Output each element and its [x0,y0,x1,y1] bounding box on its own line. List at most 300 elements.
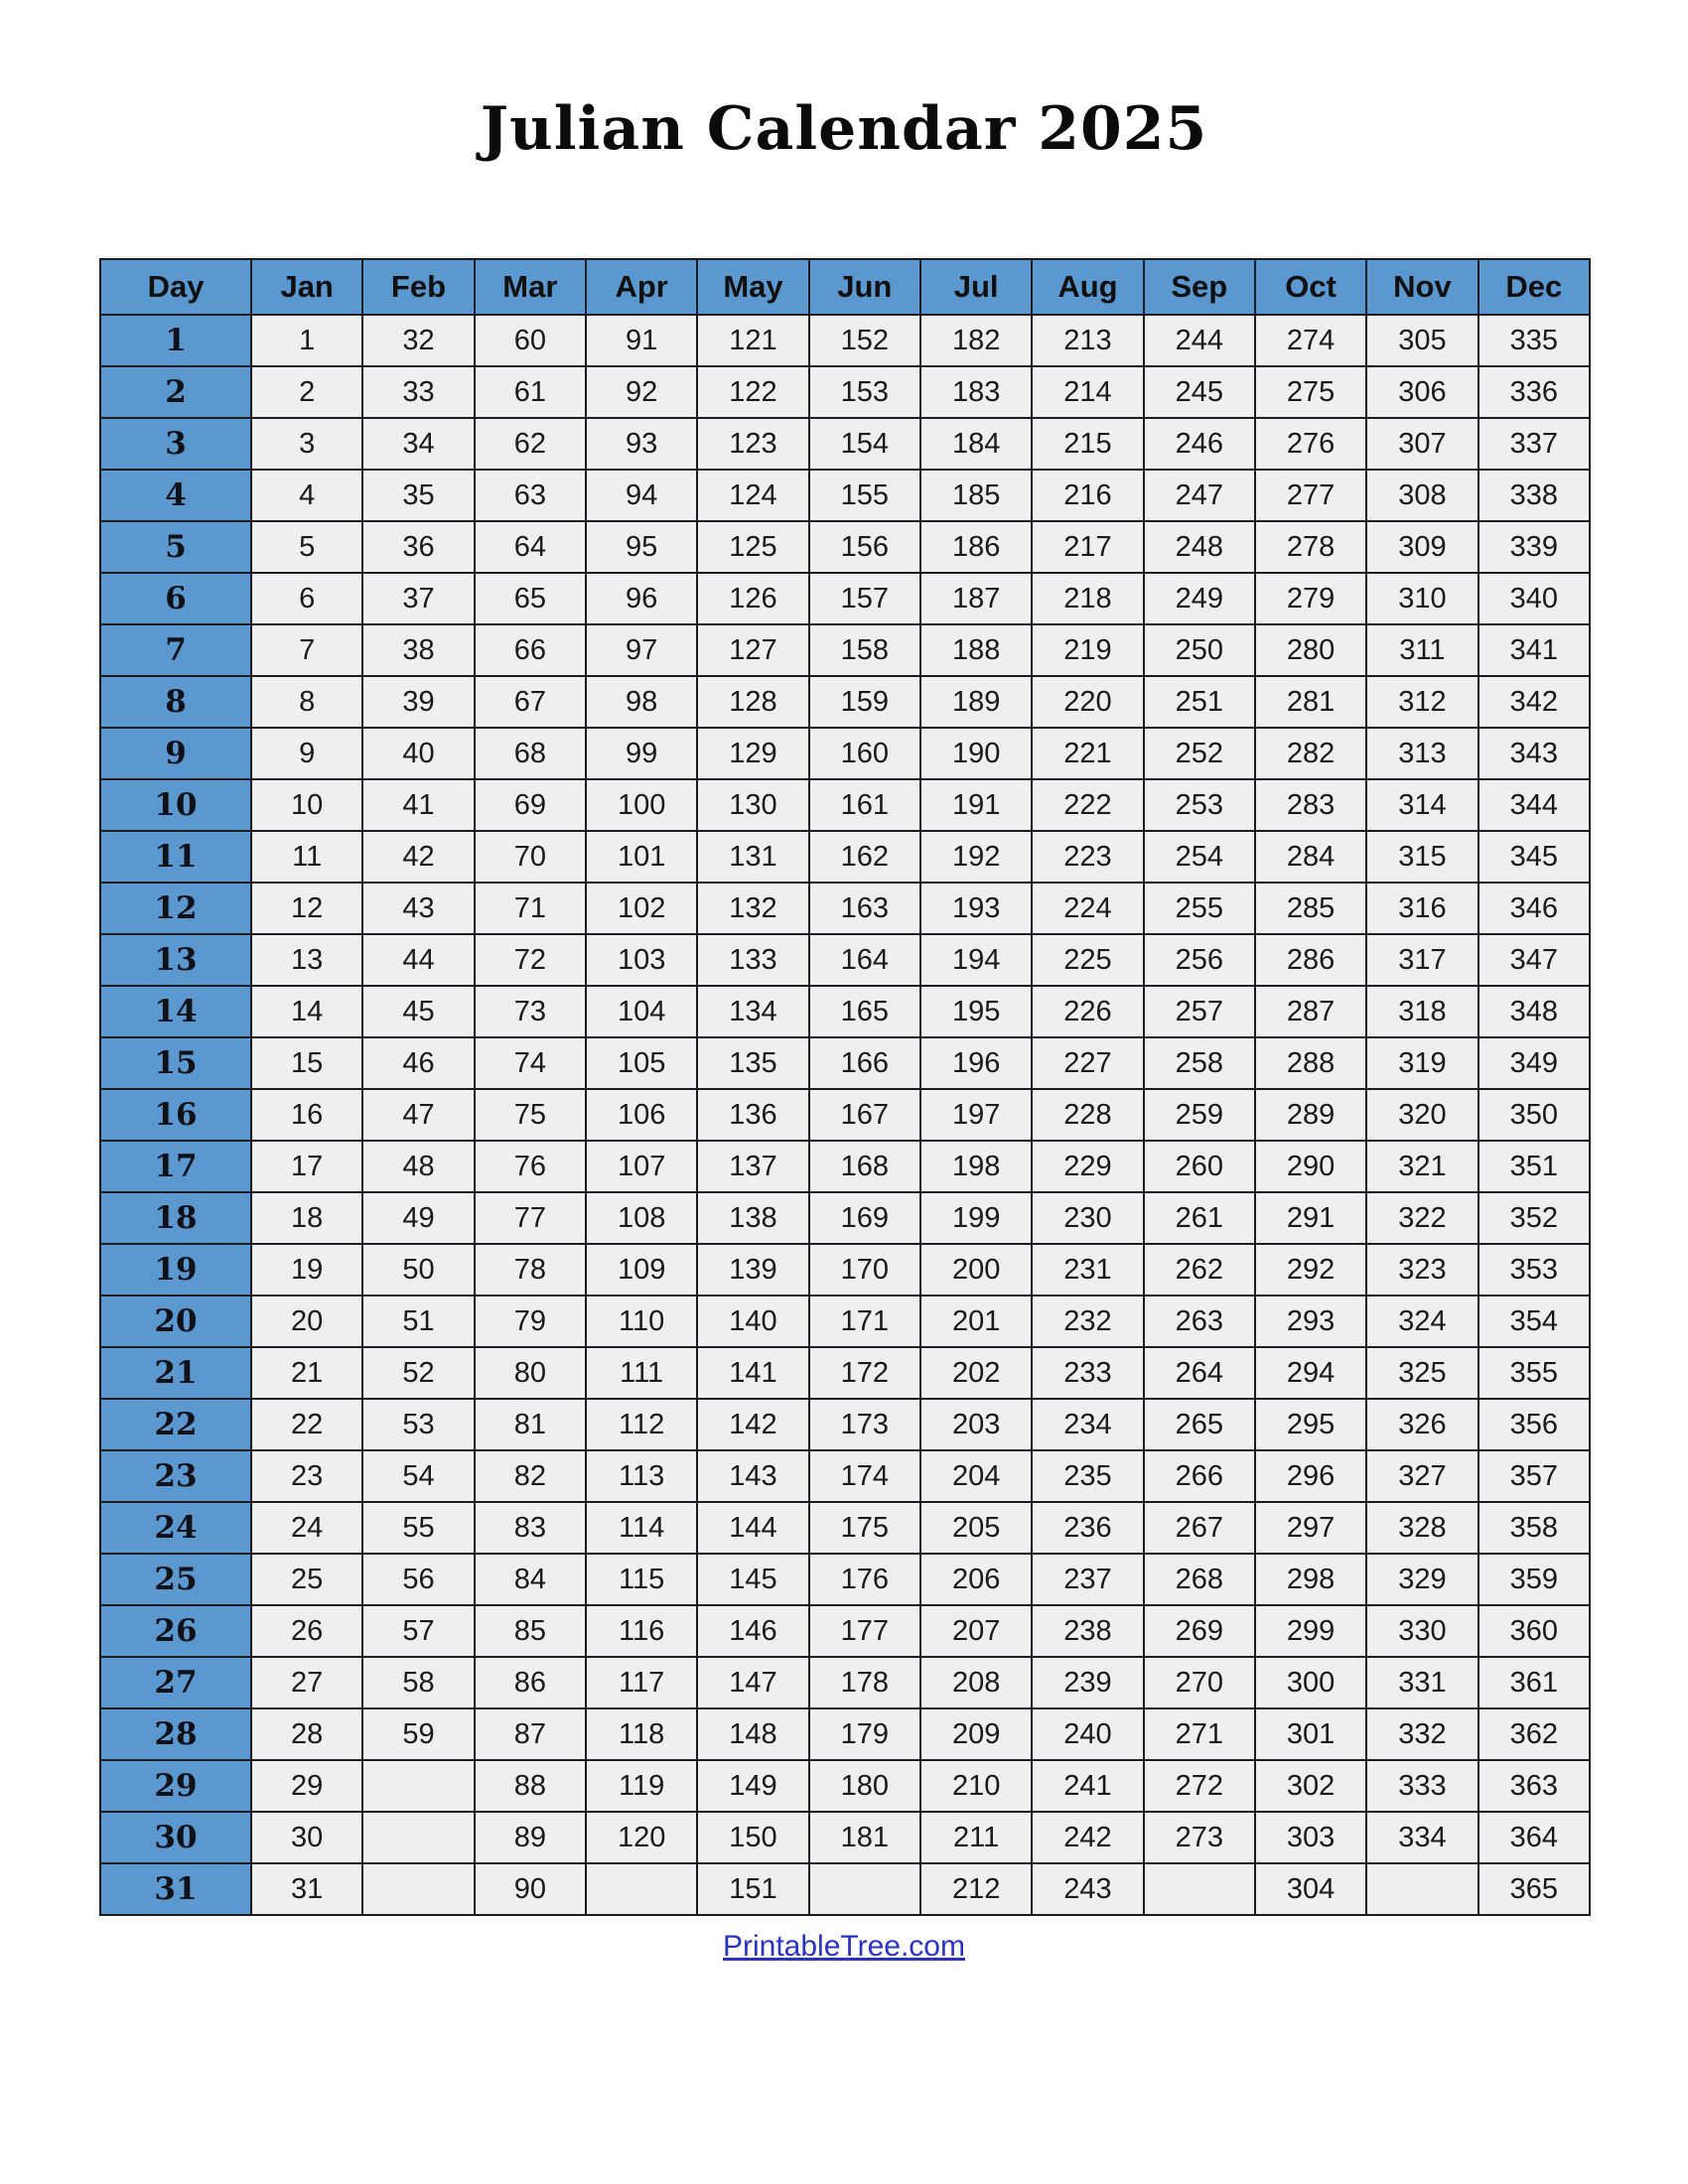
julian-day-cell: 327 [1366,1450,1477,1502]
julian-day-cell: 318 [1366,986,1477,1037]
table-row [100,1605,1590,1657]
julian-day-cell: 53 [362,1399,474,1450]
day-label: 27 [100,1657,251,1708]
julian-day-cell: 197 [920,1089,1032,1141]
julian-day-cell: 10 [251,779,362,831]
julian-day-cell [809,1863,920,1915]
column-header-sep: Sep [1144,259,1255,315]
julian-day-cell: 242 [1032,1812,1143,1863]
julian-day-cell: 172 [809,1347,920,1399]
day-label: 8 [100,676,251,728]
julian-day-cell: 321 [1366,1141,1477,1192]
julian-day-cell: 115 [586,1554,697,1605]
julian-day-cell: 365 [1478,1863,1590,1915]
julian-day-cell: 237 [1032,1554,1143,1605]
column-header-feb: Feb [362,259,474,315]
julian-day-cell: 343 [1478,728,1590,779]
julian-day-cell: 346 [1478,883,1590,934]
table-row [100,1399,1590,1450]
julian-day-cell: 19 [251,1244,362,1296]
julian-day-cell: 332 [1366,1708,1477,1760]
julian-day-cell: 1 [251,315,362,366]
julian-day-cell: 210 [920,1760,1032,1812]
julian-day-cell: 71 [475,883,586,934]
julian-day-cell: 292 [1255,1244,1366,1296]
day-label: 18 [100,1192,251,1244]
day-label: 4 [100,470,251,521]
table-row [100,315,1590,366]
table-row [100,1037,1590,1089]
julian-day-cell: 306 [1366,366,1477,418]
julian-day-cell: 341 [1478,624,1590,676]
column-header-jun: Jun [809,259,920,315]
julian-day-cell: 328 [1366,1502,1477,1554]
day-label: 7 [100,624,251,676]
julian-day-cell: 28 [251,1708,362,1760]
julian-day-cell: 319 [1366,1037,1477,1089]
julian-day-cell: 93 [586,418,697,470]
julian-day-cell: 99 [586,728,697,779]
julian-day-cell: 66 [475,624,586,676]
julian-day-cell: 294 [1255,1347,1366,1399]
julian-day-cell: 36 [362,521,474,573]
julian-day-cell: 110 [586,1296,697,1347]
table-row [100,1760,1590,1812]
julian-day-cell: 336 [1478,366,1590,418]
julian-day-cell: 85 [475,1605,586,1657]
julian-day-cell: 46 [362,1037,474,1089]
day-label: 16 [100,1089,251,1141]
julian-day-cell: 265 [1144,1399,1255,1450]
julian-day-cell: 275 [1255,366,1366,418]
day-label: 26 [100,1605,251,1657]
julian-day-cell: 239 [1032,1657,1143,1708]
julian-day-cell: 73 [475,986,586,1037]
julian-day-cell: 287 [1255,986,1366,1037]
julian-day-cell: 59 [362,1708,474,1760]
table-row [100,1296,1590,1347]
julian-day-cell: 139 [697,1244,808,1296]
julian-day-cell: 51 [362,1296,474,1347]
julian-day-cell: 138 [697,1192,808,1244]
julian-day-cell: 196 [920,1037,1032,1089]
julian-day-cell: 248 [1144,521,1255,573]
julian-day-cell: 113 [586,1450,697,1502]
column-header-jul: Jul [920,259,1032,315]
julian-day-cell: 150 [697,1812,808,1863]
julian-day-cell: 316 [1366,883,1477,934]
julian-day-cell: 243 [1032,1863,1143,1915]
table-row [100,1708,1590,1760]
julian-day-cell: 5 [251,521,362,573]
julian-day-cell: 201 [920,1296,1032,1347]
julian-day-cell: 161 [809,779,920,831]
julian-day-cell: 297 [1255,1502,1366,1554]
day-label: 17 [100,1141,251,1192]
julian-day-cell: 157 [809,573,920,624]
julian-day-cell: 76 [475,1141,586,1192]
julian-day-cell: 333 [1366,1760,1477,1812]
day-label: 15 [100,1037,251,1089]
julian-day-cell: 133 [697,934,808,986]
julian-day-cell: 24 [251,1502,362,1554]
column-header-day: Day [100,259,251,315]
julian-day-cell: 132 [697,883,808,934]
julian-day-cell: 214 [1032,366,1143,418]
julian-day-cell: 143 [697,1450,808,1502]
julian-day-cell: 342 [1478,676,1590,728]
julian-day-cell: 360 [1478,1605,1590,1657]
table-row [100,831,1590,883]
julian-day-cell: 116 [586,1605,697,1657]
julian-day-cell: 168 [809,1141,920,1192]
julian-day-cell: 309 [1366,521,1477,573]
day-label: 25 [100,1554,251,1605]
table-row [100,366,1590,418]
julian-day-cell: 286 [1255,934,1366,986]
julian-day-cell: 315 [1366,831,1477,883]
table-row [100,1502,1590,1554]
column-header-apr: Apr [586,259,697,315]
julian-day-cell: 188 [920,624,1032,676]
table-row [100,934,1590,986]
julian-day-cell: 226 [1032,986,1143,1037]
julian-day-cell: 312 [1366,676,1477,728]
table-row [100,728,1590,779]
julian-day-cell: 166 [809,1037,920,1089]
julian-day-cell: 102 [586,883,697,934]
julian-day-cell: 289 [1255,1089,1366,1141]
julian-day-cell: 182 [920,315,1032,366]
julian-day-cell: 32 [362,315,474,366]
day-label: 20 [100,1296,251,1347]
julian-day-cell: 3 [251,418,362,470]
julian-day-cell: 164 [809,934,920,986]
julian-day-cell: 310 [1366,573,1477,624]
julian-day-cell: 230 [1032,1192,1143,1244]
table-row [100,986,1590,1037]
julian-day-cell: 351 [1478,1141,1590,1192]
julian-day-cell: 354 [1478,1296,1590,1347]
julian-day-cell: 142 [697,1399,808,1450]
julian-day-cell: 45 [362,986,474,1037]
julian-day-cell: 301 [1255,1708,1366,1760]
julian-day-cell: 131 [697,831,808,883]
julian-day-cell [1144,1863,1255,1915]
julian-day-cell: 244 [1144,315,1255,366]
julian-day-cell [362,1760,474,1812]
julian-day-cell: 283 [1255,779,1366,831]
julian-day-cell: 134 [697,986,808,1037]
julian-day-cell: 64 [475,521,586,573]
julian-day-cell: 2 [251,366,362,418]
julian-day-cell: 67 [475,676,586,728]
julian-day-cell [362,1863,474,1915]
julian-day-cell: 21 [251,1347,362,1399]
julian-day-cell: 234 [1032,1399,1143,1450]
julian-day-cell: 279 [1255,573,1366,624]
julian-day-cell: 233 [1032,1347,1143,1399]
julian-day-cell: 232 [1032,1296,1143,1347]
table-row [100,1089,1590,1141]
table-row [100,1347,1590,1399]
julian-day-cell: 203 [920,1399,1032,1450]
julian-day-cell: 344 [1478,779,1590,831]
julian-day-cell: 241 [1032,1760,1143,1812]
day-label: 1 [100,315,251,366]
julian-day-cell: 220 [1032,676,1143,728]
julian-day-cell: 117 [586,1657,697,1708]
julian-day-cell: 215 [1032,418,1143,470]
julian-day-cell: 101 [586,831,697,883]
julian-day-cell: 147 [697,1657,808,1708]
julian-day-cell: 89 [475,1812,586,1863]
julian-day-cell: 114 [586,1502,697,1554]
julian-day-cell: 350 [1478,1089,1590,1141]
julian-day-cell: 70 [475,831,586,883]
julian-day-cell: 165 [809,986,920,1037]
julian-day-cell: 58 [362,1657,474,1708]
julian-day-cell: 9 [251,728,362,779]
julian-day-cell: 152 [809,315,920,366]
julian-day-cell: 109 [586,1244,697,1296]
julian-day-cell: 356 [1478,1399,1590,1450]
julian-day-cell: 225 [1032,934,1143,986]
julian-day-cell: 68 [475,728,586,779]
julian-day-cell: 189 [920,676,1032,728]
julian-day-cell: 192 [920,831,1032,883]
julian-day-cell: 213 [1032,315,1143,366]
printabletree-link[interactable]: PrintableTree.com [723,1930,965,1963]
julian-day-cell: 94 [586,470,697,521]
julian-day-cell: 42 [362,831,474,883]
julian-day-cell: 108 [586,1192,697,1244]
julian-day-cell: 112 [586,1399,697,1450]
julian-day-cell: 7 [251,624,362,676]
julian-day-cell: 44 [362,934,474,986]
julian-day-cell: 206 [920,1554,1032,1605]
julian-day-cell: 77 [475,1192,586,1244]
julian-day-cell: 282 [1255,728,1366,779]
julian-day-cell: 60 [475,315,586,366]
julian-day-cell: 272 [1144,1760,1255,1812]
julian-day-cell: 198 [920,1141,1032,1192]
julian-day-cell: 170 [809,1244,920,1296]
julian-day-cell: 245 [1144,366,1255,418]
julian-day-cell: 249 [1144,573,1255,624]
julian-day-cell: 331 [1366,1657,1477,1708]
julian-day-cell: 238 [1032,1605,1143,1657]
column-header-may: May [697,259,808,315]
julian-day-cell: 236 [1032,1502,1143,1554]
julian-day-cell: 128 [697,676,808,728]
julian-day-cell: 307 [1366,418,1477,470]
julian-day-cell: 317 [1366,934,1477,986]
julian-day-cell: 338 [1478,470,1590,521]
table-row [100,883,1590,934]
column-header-nov: Nov [1366,259,1477,315]
julian-day-cell: 34 [362,418,474,470]
column-header-mar: Mar [475,259,586,315]
julian-day-cell: 352 [1478,1192,1590,1244]
julian-day-cell: 91 [586,315,697,366]
julian-day-cell: 208 [920,1657,1032,1708]
julian-day-cell: 65 [475,573,586,624]
day-label: 24 [100,1502,251,1554]
julian-day-cell: 146 [697,1605,808,1657]
julian-day-cell: 362 [1478,1708,1590,1760]
day-label: 2 [100,366,251,418]
julian-day-cell: 122 [697,366,808,418]
julian-day-cell: 313 [1366,728,1477,779]
julian-day-cell: 347 [1478,934,1590,986]
julian-day-cell: 254 [1144,831,1255,883]
day-label: 29 [100,1760,251,1812]
julian-day-cell: 250 [1144,624,1255,676]
julian-day-cell: 335 [1478,315,1590,366]
julian-day-cell: 326 [1366,1399,1477,1450]
julian-day-cell: 54 [362,1450,474,1502]
day-label: 14 [100,986,251,1037]
julian-day-cell: 212 [920,1863,1032,1915]
julian-day-cell: 205 [920,1502,1032,1554]
julian-day-cell: 218 [1032,573,1143,624]
julian-day-cell: 264 [1144,1347,1255,1399]
column-header-oct: Oct [1255,259,1366,315]
table-row [100,521,1590,573]
julian-day-cell: 171 [809,1296,920,1347]
table-row [100,1192,1590,1244]
julian-day-cell: 339 [1478,521,1590,573]
julian-day-cell: 355 [1478,1347,1590,1399]
julian-day-cell: 50 [362,1244,474,1296]
julian-day-cell: 136 [697,1089,808,1141]
julian-day-cell: 169 [809,1192,920,1244]
julian-day-cell: 144 [697,1502,808,1554]
table-row [100,676,1590,728]
julian-day-cell: 61 [475,366,586,418]
table-row [100,1244,1590,1296]
julian-day-cell: 340 [1478,573,1590,624]
julian-day-cell: 324 [1366,1296,1477,1347]
julian-day-cell: 274 [1255,315,1366,366]
julian-day-cell: 176 [809,1554,920,1605]
julian-day-cell: 104 [586,986,697,1037]
table-row [100,1554,1590,1605]
julian-day-cell: 349 [1478,1037,1590,1089]
julian-day-cell: 14 [251,986,362,1037]
julian-day-cell: 37 [362,573,474,624]
julian-day-cell: 63 [475,470,586,521]
julian-day-cell: 257 [1144,986,1255,1037]
julian-day-cell: 92 [586,366,697,418]
julian-day-cell: 162 [809,831,920,883]
julian-day-cell: 209 [920,1708,1032,1760]
julian-day-cell: 290 [1255,1141,1366,1192]
julian-day-cell: 255 [1144,883,1255,934]
day-label: 23 [100,1450,251,1502]
julian-day-cell: 149 [697,1760,808,1812]
julian-day-cell: 200 [920,1244,1032,1296]
julian-day-cell: 194 [920,934,1032,986]
julian-day-cell: 100 [586,779,697,831]
day-label: 21 [100,1347,251,1399]
julian-day-cell: 281 [1255,676,1366,728]
day-label: 6 [100,573,251,624]
julian-day-cell: 20 [251,1296,362,1347]
julian-day-cell: 363 [1478,1760,1590,1812]
julian-day-cell: 135 [697,1037,808,1089]
julian-day-cell: 127 [697,624,808,676]
julian-day-cell: 118 [586,1708,697,1760]
julian-day-cell: 83 [475,1502,586,1554]
day-label: 5 [100,521,251,573]
table-row [100,1812,1590,1863]
julian-day-cell: 96 [586,573,697,624]
julian-day-cell: 325 [1366,1347,1477,1399]
julian-day-cell: 364 [1478,1812,1590,1863]
julian-day-cell: 183 [920,366,1032,418]
julian-day-cell: 156 [809,521,920,573]
julian-day-cell: 120 [586,1812,697,1863]
julian-day-cell: 211 [920,1812,1032,1863]
column-header-jan: Jan [251,259,362,315]
julian-day-cell: 177 [809,1605,920,1657]
julian-day-cell: 353 [1478,1244,1590,1296]
julian-day-cell: 358 [1478,1502,1590,1554]
julian-day-cell: 81 [475,1399,586,1450]
julian-day-cell: 276 [1255,418,1366,470]
julian-day-cell: 175 [809,1502,920,1554]
julian-day-cell: 107 [586,1141,697,1192]
julian-day-cell: 84 [475,1554,586,1605]
julian-day-cell: 31 [251,1863,362,1915]
julian-day-cell: 217 [1032,521,1143,573]
julian-day-cell: 153 [809,366,920,418]
julian-day-cell: 348 [1478,986,1590,1037]
julian-day-cell: 22 [251,1399,362,1450]
day-label: 3 [100,418,251,470]
julian-day-cell: 8 [251,676,362,728]
julian-day-cell: 271 [1144,1708,1255,1760]
julian-day-cell: 216 [1032,470,1143,521]
julian-day-cell: 334 [1366,1812,1477,1863]
julian-day-cell: 179 [809,1708,920,1760]
julian-day-cell: 337 [1478,418,1590,470]
julian-day-cell: 38 [362,624,474,676]
julian-day-cell: 125 [697,521,808,573]
julian-day-cell: 90 [475,1863,586,1915]
julian-day-cell: 106 [586,1089,697,1141]
julian-day-cell: 75 [475,1089,586,1141]
julian-day-cell: 111 [586,1347,697,1399]
julian-day-cell: 27 [251,1657,362,1708]
julian-day-cell: 262 [1144,1244,1255,1296]
julian-day-cell: 49 [362,1192,474,1244]
julian-day-cell: 247 [1144,470,1255,521]
julian-day-cell: 119 [586,1760,697,1812]
julian-day-cell: 303 [1255,1812,1366,1863]
day-label: 30 [100,1812,251,1863]
header-row [100,259,1590,315]
julian-day-cell: 180 [809,1760,920,1812]
julian-day-cell: 43 [362,883,474,934]
julian-day-cell: 23 [251,1450,362,1502]
julian-day-cell: 33 [362,366,474,418]
day-label: 11 [100,831,251,883]
julian-day-cell: 25 [251,1554,362,1605]
calendar-table-body [100,315,1590,1915]
